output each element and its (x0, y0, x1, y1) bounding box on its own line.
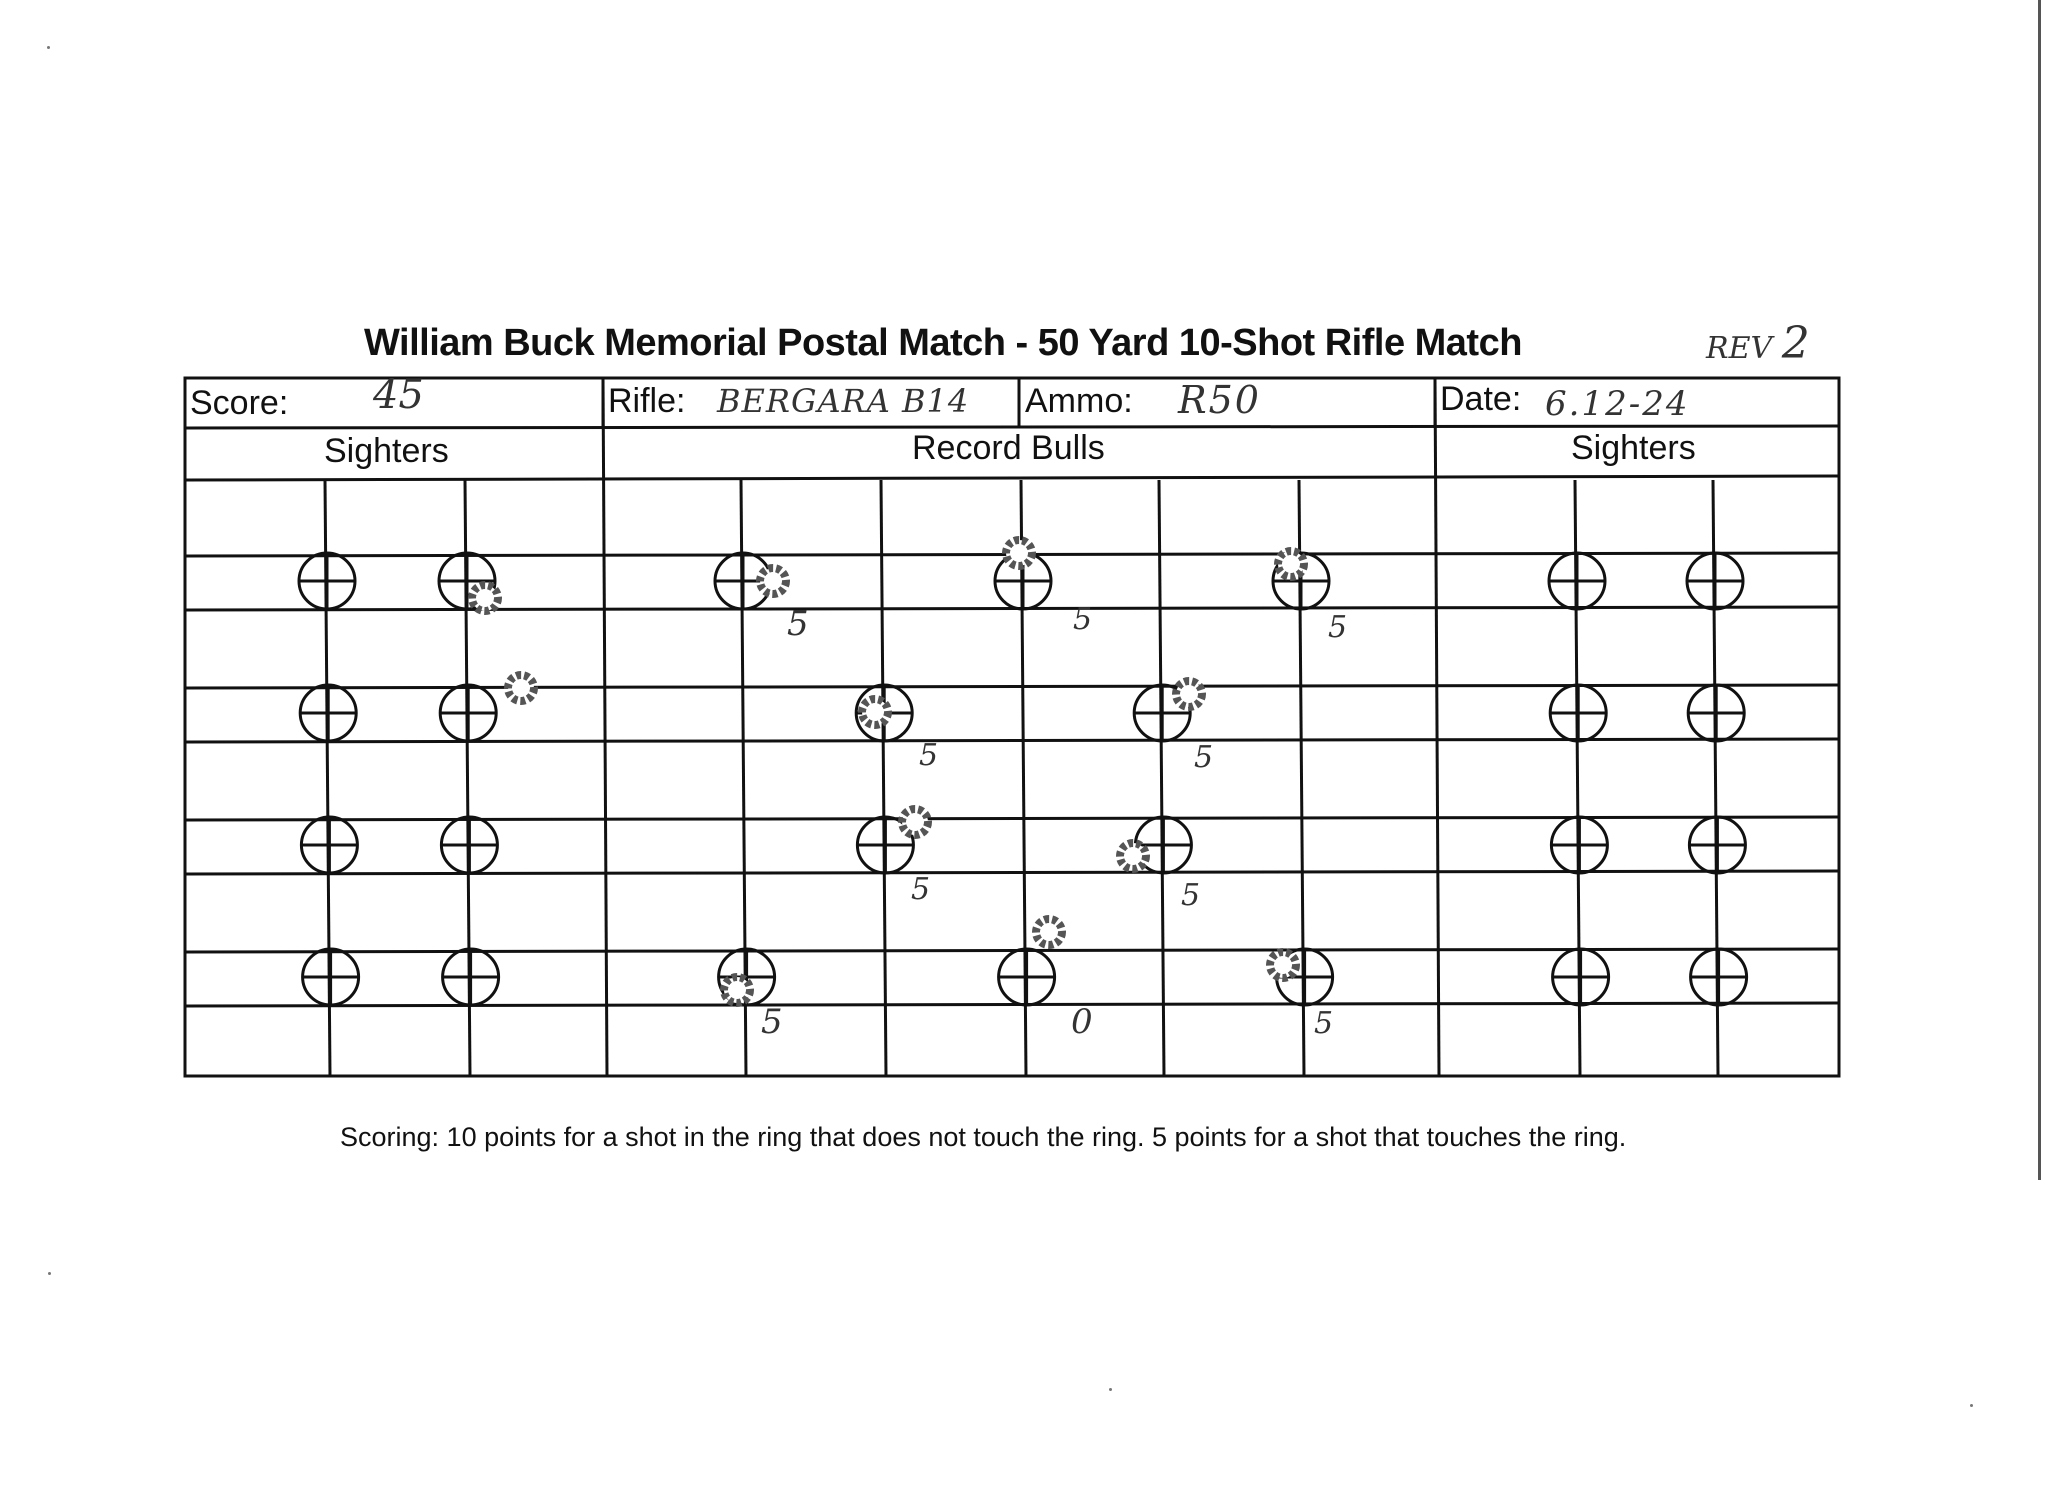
ammo-value: R50 (1178, 378, 1261, 422)
record-score-3: 5 (1328, 610, 1348, 645)
section-divider (1435, 378, 1439, 1076)
scan-edge (2038, 0, 2041, 1180)
revision-prefix: REV (1706, 331, 1773, 366)
score-label: Score: (190, 384, 289, 422)
shot-hole (1176, 681, 1202, 707)
shot-hole (724, 977, 750, 1003)
date-label: Date: (1440, 380, 1522, 418)
rifle-value: BERGARA B14 (717, 382, 970, 420)
record-score-6: 5 (911, 872, 931, 907)
shot-hole (1278, 551, 1304, 577)
record-score-2: 5 (1073, 602, 1093, 637)
shot-hole (862, 699, 888, 725)
shot-hole (1036, 919, 1062, 945)
sighters-right-label: Sighters (1571, 429, 1696, 467)
paper-speck (47, 46, 50, 49)
record-score-10: 5 (1314, 1006, 1334, 1041)
shot-hole (508, 675, 534, 701)
paper-speck (1970, 1404, 1973, 1407)
record-bulls-label: Record Bulls (912, 429, 1105, 467)
grid-column-line (881, 480, 886, 1076)
shot-hole (902, 809, 928, 835)
shot-hole (760, 568, 786, 594)
record-score-8: 5 (761, 1002, 783, 1042)
score-value: 45 (373, 372, 424, 418)
score-sheet (183, 372, 1843, 1080)
table-border (185, 378, 1839, 1076)
paper-speck (48, 1272, 51, 1275)
paper-speck (1109, 1388, 1112, 1391)
record-score-7: 5 (1181, 878, 1201, 913)
revision-number: 2 (1781, 318, 1810, 369)
sighters-left-label: Sighters (324, 432, 449, 470)
sections-divider (185, 476, 1839, 480)
shot-hole (1006, 540, 1032, 566)
record-score-5: 5 (1194, 740, 1214, 775)
target-grid (183, 376, 1843, 1080)
record-score-4: 5 (919, 738, 939, 773)
record-score-9: 0 (1071, 1002, 1093, 1042)
ammo-label: Ammo: (1025, 382, 1133, 420)
rifle-label: Rifle: (608, 382, 686, 420)
match-title: William Buck Memorial Postal Match - 50 Yard 10-Shot Rifle Match (364, 322, 1522, 364)
scoring-note: Scoring: 10 points for a shot in the ring that does not touch the ring. 5 points for a shot that touches the ring. (340, 1122, 1627, 1152)
revision-mark (1706, 318, 1810, 369)
date-value: 6.12-24 (1545, 384, 1690, 424)
shot-hole (1270, 952, 1296, 978)
header-divider (185, 426, 1839, 428)
section-divider (603, 378, 607, 1076)
grid-column-line (1159, 480, 1164, 1076)
shot-hole (1120, 843, 1146, 869)
record-score-1: 5 (787, 604, 809, 644)
shot-hole (472, 585, 498, 611)
